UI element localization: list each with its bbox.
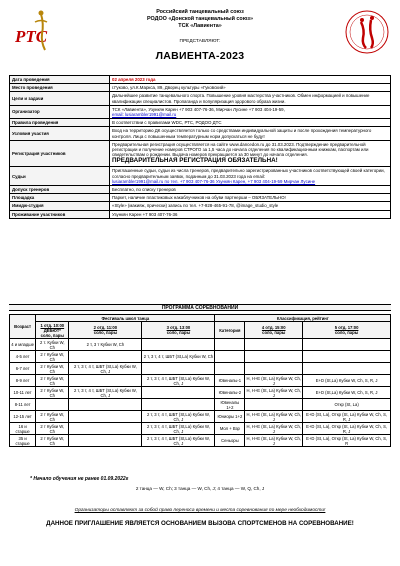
info-row: Проживание участников Узункян Карен +7 903 407-76-36 bbox=[10, 210, 391, 218]
session-3: 3 отд. 13:00 соло, пары bbox=[142, 322, 215, 339]
cell-age: 4 и младше bbox=[10, 339, 36, 351]
cell-e: E+D (St,La) Кубки W, Ch, S, R, J bbox=[303, 375, 391, 387]
cell-e bbox=[303, 339, 391, 351]
cell-cat: Ювеналы-1 bbox=[215, 375, 245, 387]
cell-cat: Ювеналы-2 bbox=[215, 387, 245, 399]
cell-cat bbox=[215, 363, 245, 375]
cell-a: 2 т Кубки W, Ch bbox=[36, 351, 69, 363]
cell-b bbox=[69, 399, 142, 411]
info-row: Правила проведения В соответствии с правилами WDC, РТС, РОДОО ДТС bbox=[10, 119, 391, 127]
schedule-row bbox=[10, 351, 391, 363]
dance-legend: 2 танца — W, Ch; 3 танца — W, Ch, J; 4 танца — W, Q, Ch, J bbox=[135, 486, 265, 491]
session-5: 5 отд. 17:00 соло, пары bbox=[303, 322, 391, 339]
col-classification: Классификация, рейтинг bbox=[215, 315, 391, 322]
cell-cat: Мол + Взр bbox=[215, 423, 245, 435]
cell-a: 2 т Кубки W, Ch bbox=[36, 411, 69, 423]
cell-b bbox=[69, 375, 142, 387]
schedule-row bbox=[10, 375, 391, 387]
cell-c: 2 т, 3 т, 4 т, ШБТ (St,La) Кубки W, Ch, J bbox=[142, 435, 215, 447]
official-invitation-notice: ДАННОЕ ПРИГЛАШЕНИЕ ЯВЛЯЕТСЯ ОСНОВАНИЕМ ВЫЗОВА СПОРТСМЕНОВ НА СОРЕВНОВАНИЕ! bbox=[46, 520, 354, 527]
cell-b: 2 т, 3 т Кубки W, Ch bbox=[69, 339, 142, 351]
cell-cat: Юниоры 1+2 bbox=[215, 411, 245, 423]
col-category: Категория bbox=[215, 322, 245, 339]
registration-warning: ПРЕДВАРИТЕЛЬНАЯ РЕГИСТРАЦИЯ ОБЯЗАТЕЛЬНА! bbox=[112, 157, 278, 165]
cell-c bbox=[142, 363, 215, 375]
cell-d bbox=[245, 399, 303, 411]
cell-e: E+D (St,La) Кубки W, Ch, S, R, J bbox=[303, 387, 391, 399]
cell-b bbox=[69, 411, 142, 423]
present-label: ПРЕДСТАВЛЯЮТ: bbox=[179, 39, 221, 44]
info-row: Регистрация участников Предварительная регистрация осуществляется на сайте www.dancedon.ru до 31.03.2023. Подтверждение предварительной регистрации и получение номеров СТРОГО за 1,5 часа до начала отделения по квалификационным книжкам, паспортам или свидетельствам о рождении. Выдача номеров прекращается за 30 минут до начала отделения. ПРЕДВАРИТЕЛЬНАЯ РЕГИСТРАЦИЯ ОБЯЗАТЕЛЬНА! bbox=[10, 140, 391, 167]
info-row: Условия участия Вход на территорию ДК осуществляется только со средствами индивидуальной защиты и после прохождения температурного контроля. Лица с повышенным температурным норм допускаться не будут bbox=[10, 127, 391, 140]
cell-c bbox=[142, 387, 215, 399]
event-date: 02 апреля 2023 года bbox=[110, 76, 391, 84]
cell-a: 2 т Кубки W, Ch bbox=[36, 387, 69, 399]
cell-age: 10-11 лет bbox=[10, 387, 36, 399]
rts-logo bbox=[14, 8, 54, 58]
col-festival: Фестиваль школ танца bbox=[36, 315, 215, 322]
org-rts: Российский танцевальный союз bbox=[156, 9, 244, 15]
cell-d bbox=[245, 363, 303, 375]
svg-text:РТС: РТС bbox=[15, 27, 48, 46]
organizer-notice: Организаторы оставляют за собой право переноса времени и места соревнования по мере необходимости! bbox=[74, 508, 326, 513]
competition-table bbox=[9, 314, 391, 447]
cell-c bbox=[142, 399, 215, 411]
info-row: Организатор ТСК «Лавиента», Узункян Карен +7 903 407-76-36, Мирчан Лусине +7 903 404-19-59, email: lusiarambler1991@mail.ru bbox=[10, 105, 391, 118]
cell-e bbox=[303, 363, 391, 375]
info-row: Место проведения г.Гуково, ул.К.Маркса, 89, Дворец культуры «Гуковский» bbox=[10, 84, 391, 92]
info-table bbox=[9, 75, 391, 219]
cell-a: 2 т Кубки W, Ch bbox=[36, 375, 69, 387]
cell-b bbox=[69, 423, 142, 435]
cell-e: E+D (St, La), Откр (St, La) Кубки W, Ch, S, R, J bbox=[303, 411, 391, 423]
cell-age: 8-9 лет bbox=[10, 375, 36, 387]
cell-age: 12-15 лет bbox=[10, 411, 36, 423]
cell-a: 2 т. Кубки W, Ch bbox=[36, 339, 69, 351]
schedule-row bbox=[10, 339, 391, 351]
debut-footnote: * Начало обучения не ранее 01.09.2022г bbox=[30, 476, 129, 482]
schedule-row bbox=[10, 423, 391, 435]
info-row: Судьи Приглашенные судьи, судьи из числа тренеров, предварительно зарегистрированных участников соответствующей своей категории, согласно предварительным заявок, поданным до 31.03.2023 года на email: lusiarambler1991@mail.ru по тел. +7 903 407-76-36 Узункян Карен, +7 903 404-19-59 Мирчан Лусине bbox=[10, 167, 391, 186]
cell-d bbox=[245, 351, 303, 363]
cell-e: Откр (St, La) bbox=[303, 399, 391, 411]
cell-d: H, H+E (St, La) Кубки W, Ch, J bbox=[246, 435, 302, 446]
cell-a: 2 т Кубки W, Ch bbox=[36, 435, 69, 447]
session-4: 4 отд. 15:00 соло, пары bbox=[245, 322, 303, 339]
cell-d: H, H+E (St, La) Кубки W, Ch, J bbox=[246, 387, 302, 398]
cell-cat: Сеньоры bbox=[215, 435, 245, 447]
info-row: Имидж-студия «Style» (макияж, прически) запись по тел. +7-928-465-91-78, @image_studio_style bbox=[10, 202, 391, 210]
cell-c: 2 т, 3 т, 4 т, ШБТ (St,La) Кубки W, Ch, J bbox=[142, 411, 215, 423]
cell-a bbox=[36, 399, 69, 411]
cell-e: E+D (St, La), Откр (St, La) Кубки W, Ch, S, R, J bbox=[303, 423, 391, 435]
cell-age: 6-7 лет bbox=[10, 363, 36, 375]
cell-d: H, H+E (St, La) Кубки W, Ch, J bbox=[246, 411, 302, 422]
cell-age: 35 и старше bbox=[10, 435, 36, 447]
info-row: Цели и задачи Дальнейшее развитие танцевального спорта. Повышение уровня мастерства участников. Обмен информацией и повышение квалификации специалистов. Пропаганда и популяризация здорового образа жизни. bbox=[10, 92, 391, 105]
cell-c: 2 т, 3 т, 4 т, ШБТ (St,La) Кубки W, Ch, J bbox=[142, 423, 215, 435]
schedule-row bbox=[10, 399, 391, 411]
org-dts: РОДОО «Донской танцевальный союз» bbox=[147, 16, 253, 22]
cell-age: 16 и старше bbox=[10, 423, 36, 435]
cell-b: 2 т, 3 т, 4 т, ШБТ (St,La) Кубки W, Ch, J bbox=[69, 363, 142, 375]
info-row: Дата проведения 02 апреля 2023 года bbox=[10, 76, 391, 84]
cell-e: E+D (St, La), Откр (St, La) Кубки W, Ch, S, R bbox=[303, 435, 391, 447]
cell-age: 8-11 лет bbox=[10, 399, 36, 411]
judges-email-link[interactable]: lusiarambler1991@mail.ru по тел. +7 903 407-76-36 Узункян Карен, +7 903 404-19-59 Мирчан Лусине bbox=[112, 178, 316, 184]
cell-age: 4-5 лет bbox=[10, 351, 36, 363]
cell-d: H, H+E (St, La) Кубки W, Ch, J bbox=[246, 423, 302, 434]
event-title: ЛАВИЕНТА-2023 bbox=[155, 50, 245, 62]
cell-b bbox=[69, 351, 142, 363]
session-2: 2 отд. 11:00 соло, пары bbox=[69, 322, 142, 339]
cell-c: 2 т, 3 т, 4 т, ШБТ (St,La) Кубки W, Ch bbox=[142, 351, 215, 363]
cell-b: 2 т, 3 т, 4 т, ШБТ (St,La) Кубки W, Ch, J bbox=[69, 387, 142, 399]
cell-d: H, H+E (St, La) Кубки W, Ch, J bbox=[246, 375, 302, 386]
cell-cat bbox=[215, 339, 245, 351]
schedule-row bbox=[10, 363, 391, 375]
cell-cat: Ювеналы 1+2 bbox=[215, 399, 245, 411]
organizer-email-link[interactable]: email: lusiarambler1991@mail.ru bbox=[112, 112, 177, 118]
schedule-row bbox=[10, 387, 391, 399]
org-club: ТСК «Лавиента» bbox=[178, 23, 222, 29]
cell-d bbox=[245, 339, 303, 351]
info-row: Площадка Паркет, наличие пластиковых накаблучников на обуви партнерши – ОБЯЗАТЕЛЬНО! bbox=[10, 194, 391, 202]
cell-a: 2 т Кубки W, Ch bbox=[36, 423, 69, 435]
session-1: 1 отд. 10:00 ДЕБЮТ* соло, пары bbox=[36, 322, 69, 339]
col-age: Возраст bbox=[10, 315, 36, 339]
cell-c: 2 т, 3 т, 4 т, ШБТ (St,La) Кубки W, Ch, J bbox=[142, 375, 215, 387]
dts-logo bbox=[344, 8, 390, 56]
cell-b bbox=[69, 435, 142, 447]
cell-c bbox=[142, 339, 215, 351]
info-row: Допуск тренеров Бесплатно, по списку тренеров bbox=[10, 186, 391, 194]
cell-cat bbox=[215, 351, 245, 363]
cell-a: 2 т Кубки W, Ch bbox=[36, 363, 69, 375]
schedule-row bbox=[10, 435, 391, 447]
program-heading: ПРОГРАММА СОРЕВНОВАНИЙ bbox=[9, 304, 391, 311]
schedule-row bbox=[10, 411, 391, 423]
cell-e bbox=[303, 351, 391, 363]
